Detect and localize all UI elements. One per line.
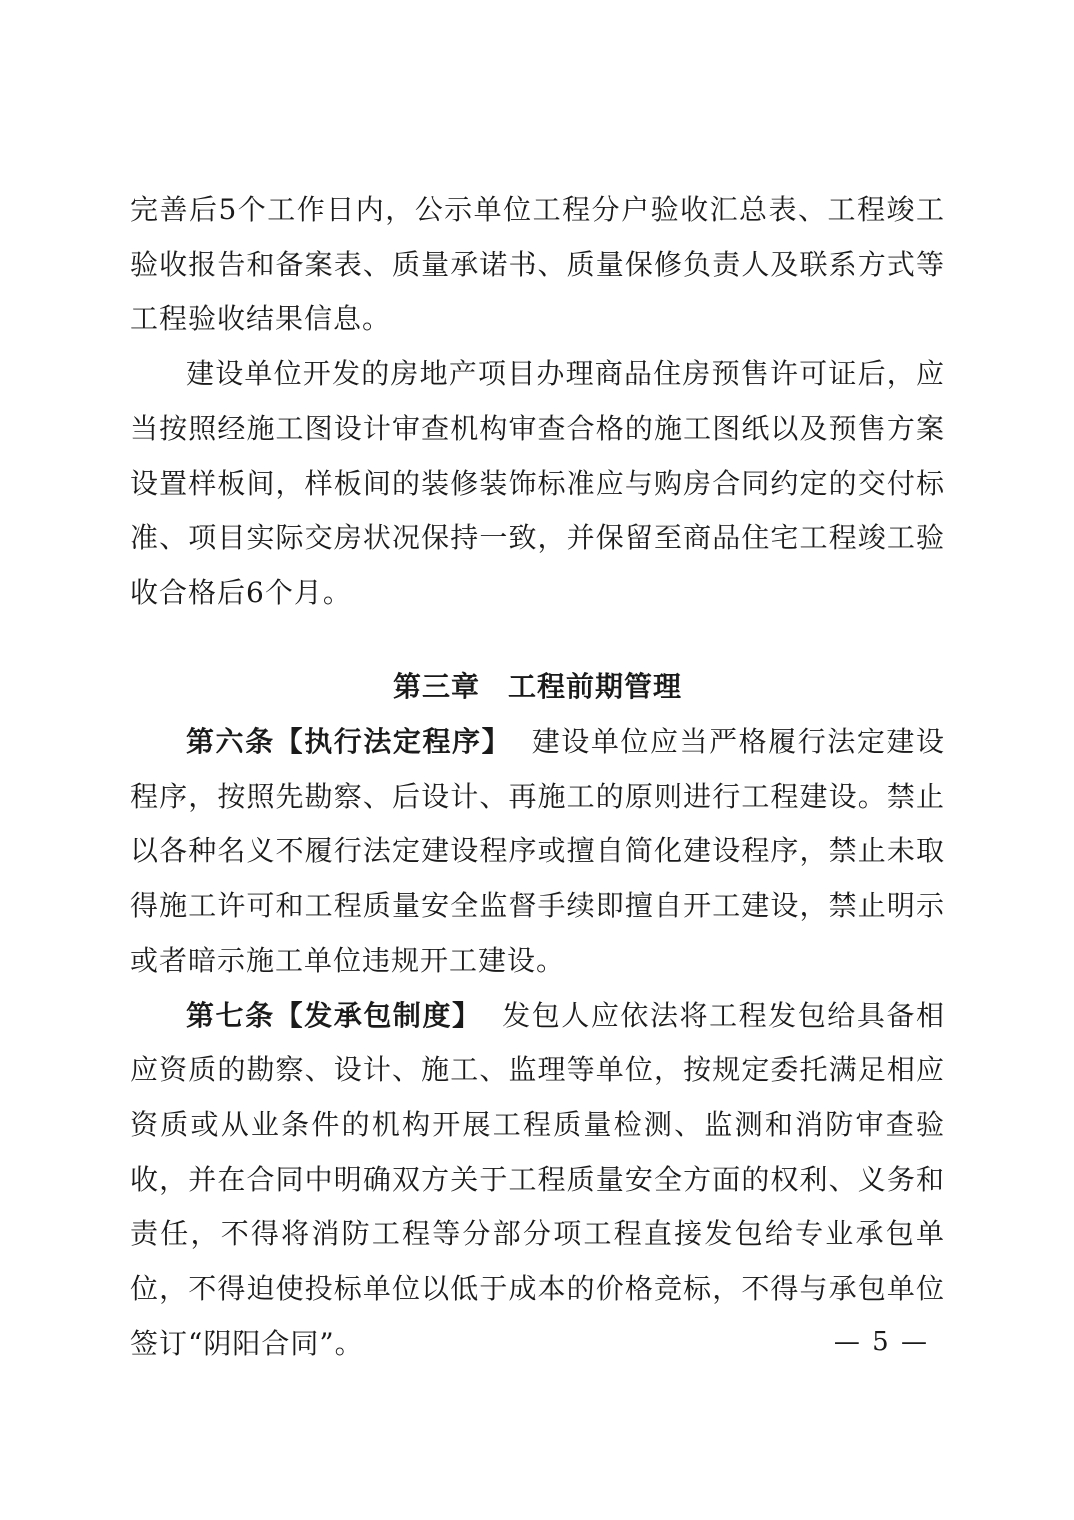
article-6-heading: 第六条【执行法定程序】 xyxy=(186,725,512,758)
paragraph-sample-room: 建设单位开发的房地产项目办理商品住房预售许可证后，应当按照经施工图设计审查机构审查合格的施工图纸以及预售方案设置样板间，样板间的装修装饰标准应与购房合同约定的交付标准、项目实际交房状况保持一致，并保留至商品住宅工程竣工验收合格后6个月。 xyxy=(130,357,945,609)
article-6 xyxy=(130,715,945,989)
text-block-articles xyxy=(130,715,945,1371)
chapter-number: 第三章 xyxy=(392,670,480,703)
article-7-body: 发包人应依法将工程发包给具备相应资质的勘察、设计、施工、监理等单位，按规定委托满足相应资质或从业条件的机构开展工程质量检测、监测和消防审查验收，并在合同中明确双方关于工程质量安全方面的权利、义务和责任，不得将消防工程等分部分项工程直接发包给专业承包单位，不得迫使投标单位以低于成本的价格竞标，不得与承包单位签订“阴阳合同”。 xyxy=(130,998,945,1360)
text-block-top xyxy=(130,183,945,621)
page-number: — 5 — xyxy=(833,1327,929,1357)
article-6-body: 建设单位应当严格履行法定建设程序，按照先勘察、后设计、再施工的原则进行工程建设。禁止以各种名义不履行法定建设程序或擅自简化建设程序，禁止未取得施工许可和工程质量安全监督手续即擅自开工建设，禁止明示或者暗示施工单位违规开工建设。 xyxy=(130,725,945,977)
chapter-heading xyxy=(130,660,945,714)
chapter-title: 工程前期管理 xyxy=(508,670,683,703)
article-7-heading: 第七条【发承包制度】 xyxy=(186,998,482,1032)
paragraph-continuation: 完善后5个工作日内，公示单位工程分户验收汇总表、工程竣工验收报告和备案表、质量承诺书、质量保修负责人及联系方式等工程验收结果信息。 xyxy=(130,193,945,336)
article-7 xyxy=(130,989,945,1372)
